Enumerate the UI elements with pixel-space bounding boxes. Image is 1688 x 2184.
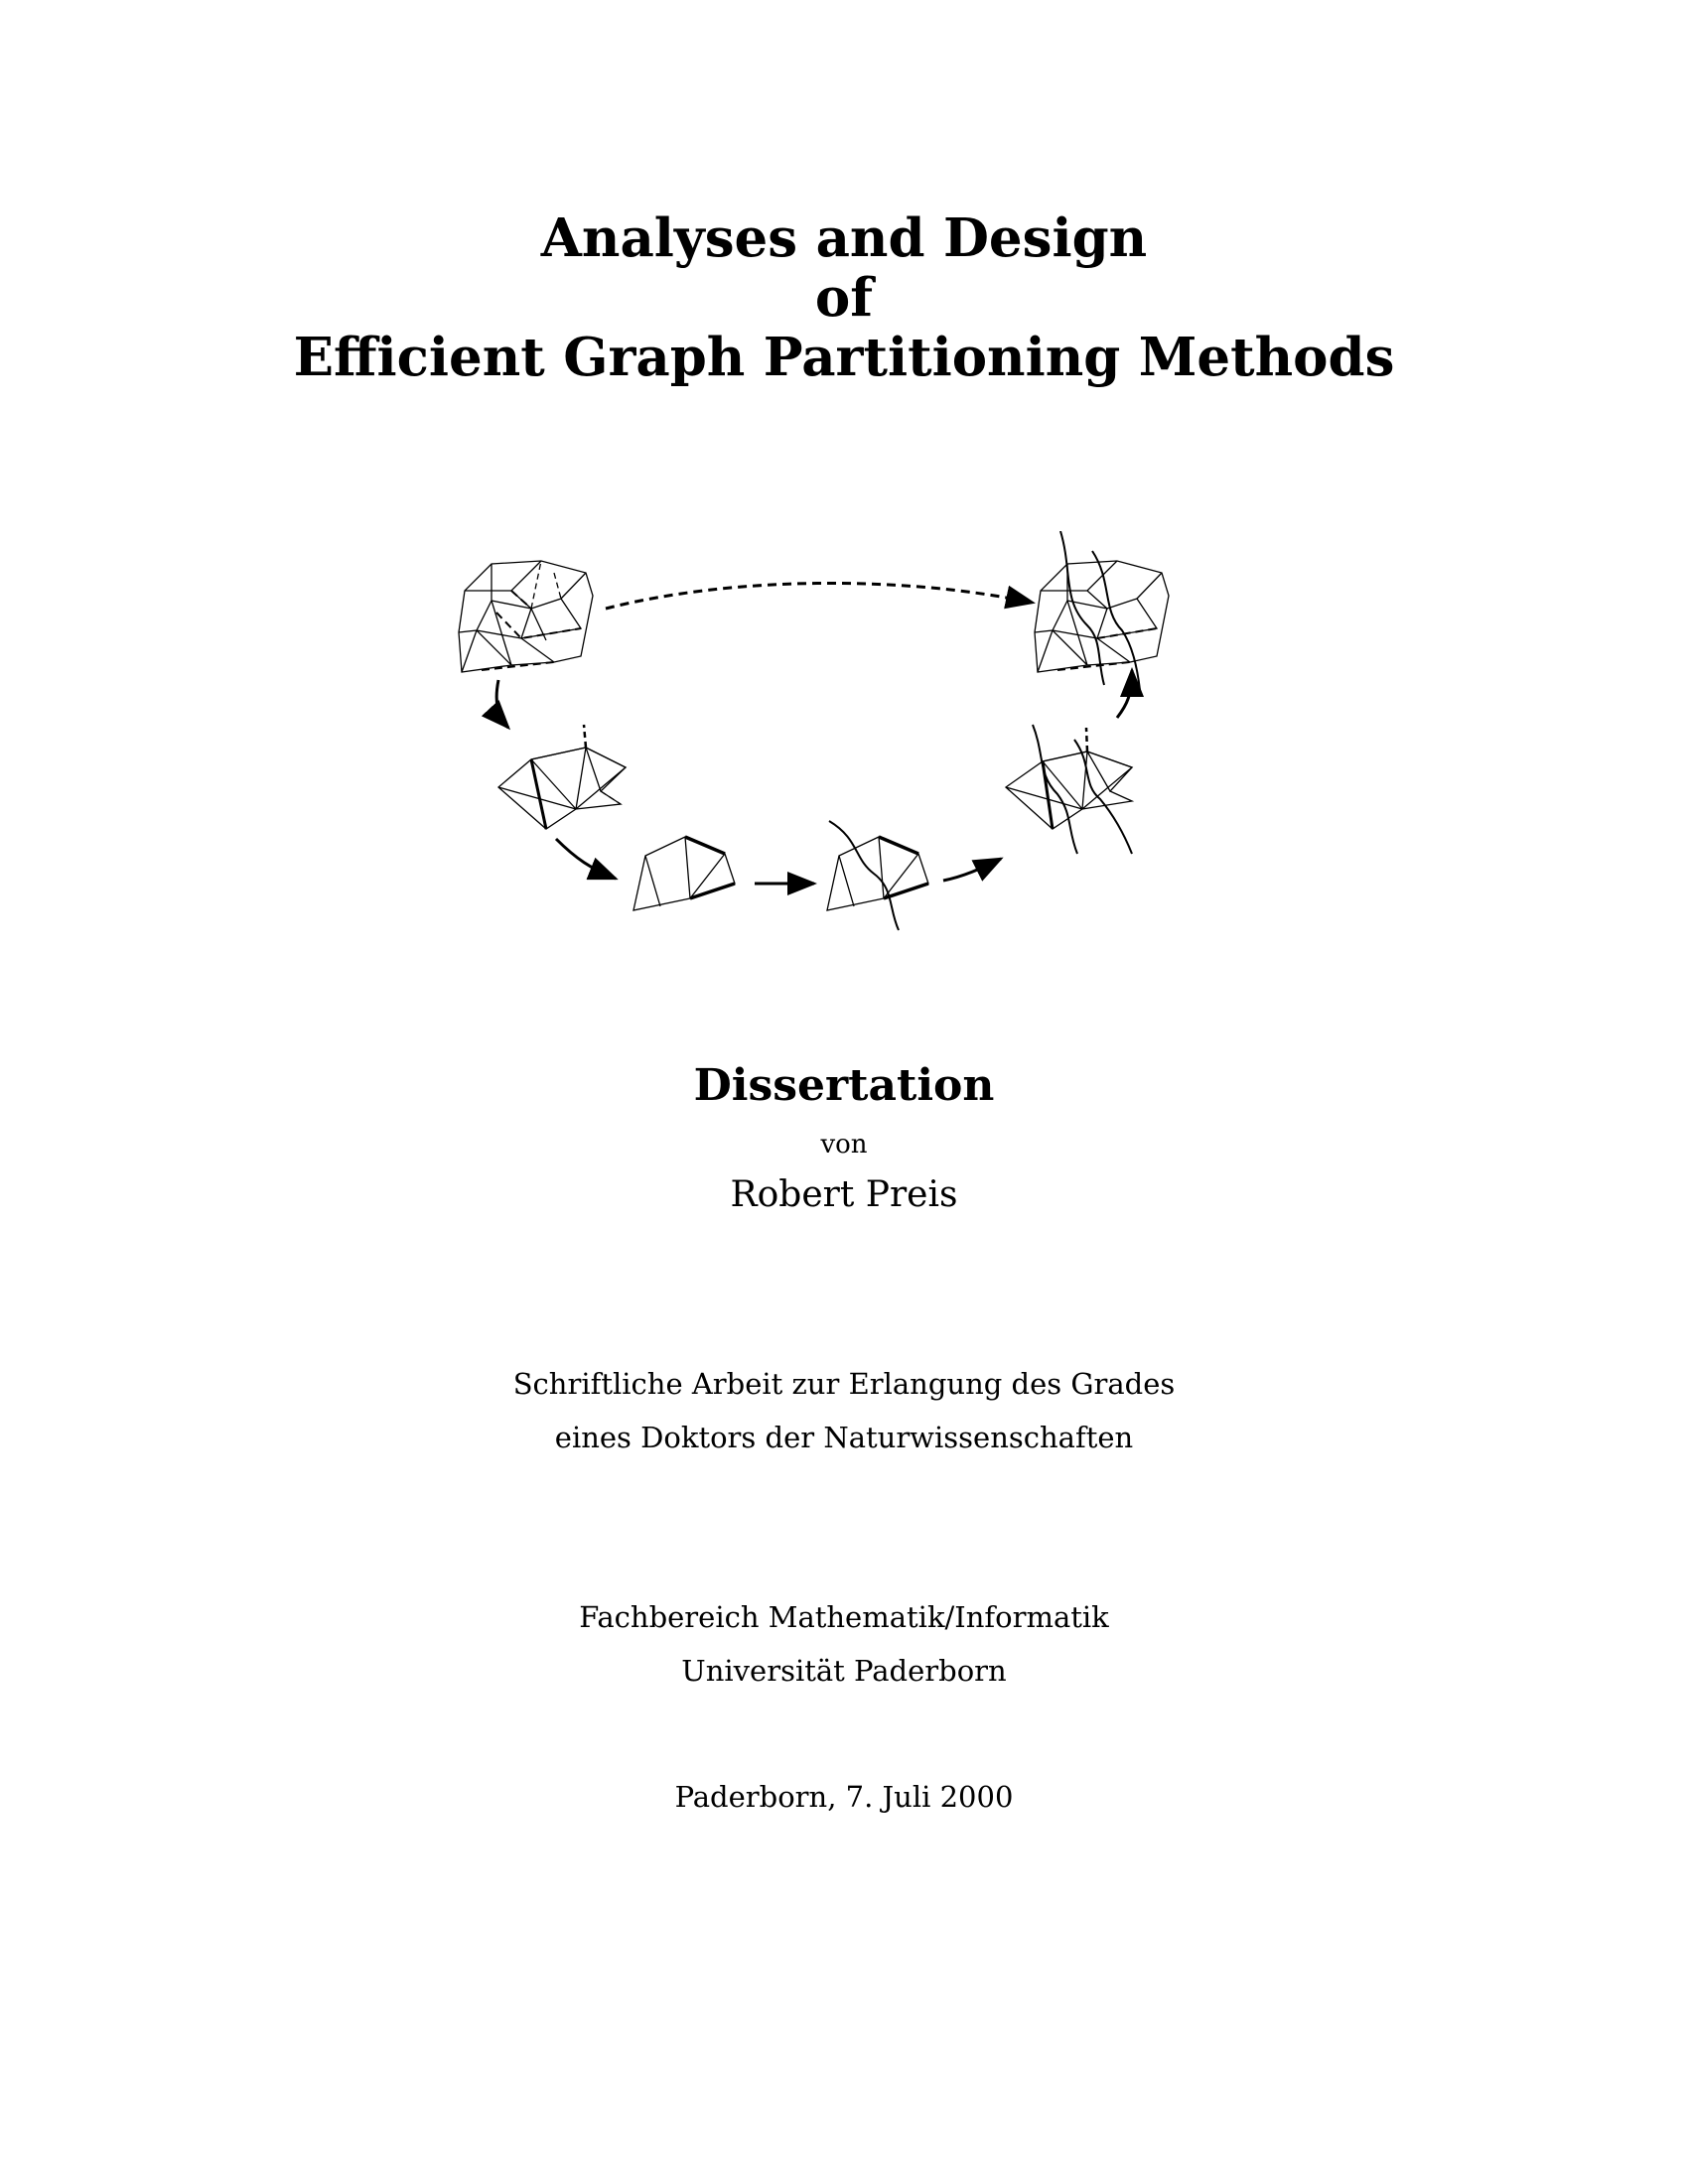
thesis-title: [0, 208, 1688, 387]
partitioned-coarsest-graph: [827, 821, 928, 930]
title-line-3: Efficient Graph Partitioning Methods: [293, 327, 1395, 388]
place-and-date: Paderborn, 7. Juli 2000: [674, 1780, 1014, 1814]
degree-requirement-line-2: eines Doktors der Naturwissenschaften: [554, 1421, 1134, 1454]
graph-partitioning-figure: [437, 531, 1211, 938]
partitioned-fine-graph: [1035, 531, 1169, 690]
fine-graph-left: [459, 561, 593, 672]
title-line-1: Analyses and Design: [540, 207, 1148, 269]
degree-requirement-line-1: Schriftliche Arbeit zur Erlangung des Grades: [512, 1367, 1176, 1401]
coarsest-graph: [633, 837, 735, 910]
university: Universität Paderborn: [681, 1654, 1007, 1688]
department: Fachbereich Mathematik/Informatik: [579, 1600, 1109, 1634]
document-type: Dissertation: [693, 1060, 995, 1111]
author-name: Robert Preis: [730, 1174, 958, 1215]
partitioned-coarser-graph: [1006, 725, 1132, 854]
title-line-2: of: [814, 267, 874, 329]
multilevel-diagram-icon: [437, 531, 1211, 938]
by-label: von: [820, 1130, 868, 1160]
coarser-graph-1: [498, 725, 626, 829]
